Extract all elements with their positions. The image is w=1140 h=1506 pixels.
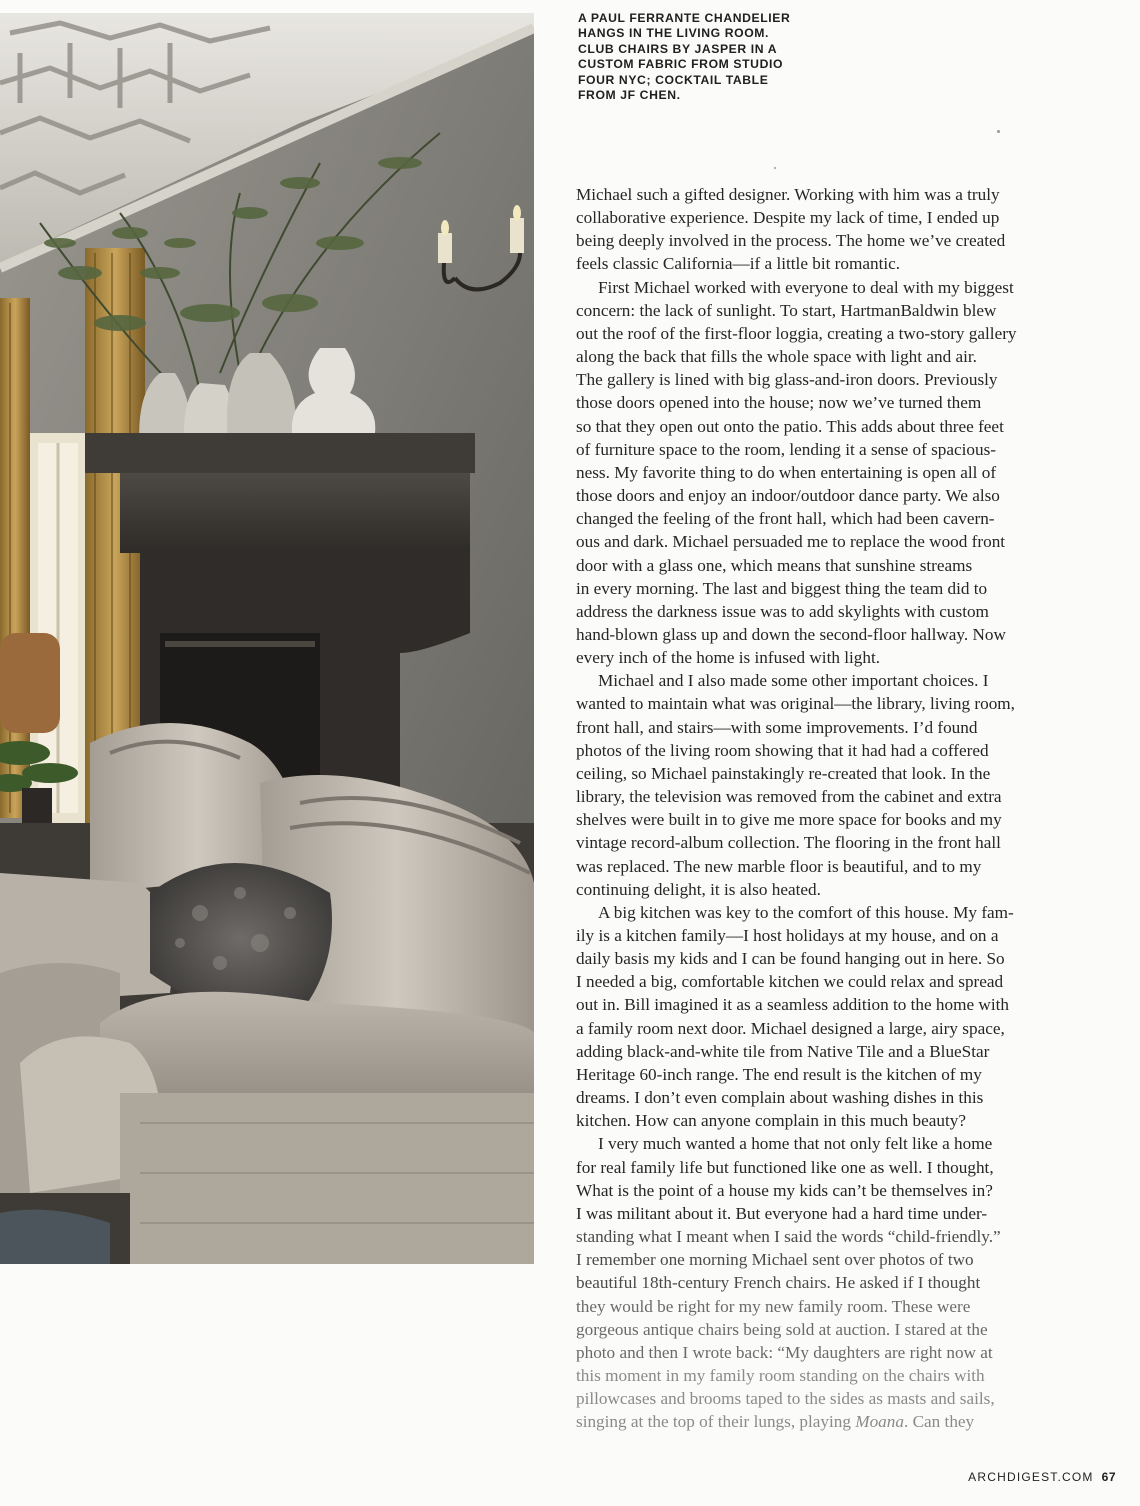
article-line: they would be right for my new family room. These were (576, 1296, 971, 1316)
article-line: those doors and enjoy an indoor/outdoor dance party. We also (576, 486, 1000, 506)
article-line: kitchen. How can anyone complain in this much beauty? (576, 1111, 966, 1131)
article-line: dreams. I don’t even complain about washing dishes in this (576, 1088, 984, 1108)
article-line: so that they open out onto the patio. This adds about three feet (576, 416, 1004, 436)
article-line: pillowcases and brooms taped to the sides as masts and sails, (576, 1389, 995, 1409)
article-line: for real family life but functioned like one as well. I thought, (576, 1157, 994, 1177)
article-line: ceiling, so Michael painstakingly re-created that look. In the (576, 763, 991, 783)
article-line: daily basis my kids and I can be found hanging out in here. So (576, 949, 1005, 969)
article-line: I needed a big, comfortable kitchen we could relax and spread (576, 972, 1004, 992)
article-line: ous and dark. Michael persuaded me to replace the wood front (576, 532, 1006, 552)
page-folio (968, 1470, 1116, 1484)
article-line: concern: the lack of sunlight. To start, HartmanBaldwin blew (576, 300, 997, 320)
article-line: collaborative experience. Despite my lack of time, I ended up (576, 208, 1000, 228)
article-paragraph (576, 669, 1086, 901)
article-line: address the darkness issue was to add skylights with custom (576, 601, 989, 621)
article-line: a family room next door. Michael designed a large, airy space, (576, 1018, 1005, 1038)
article-line: out in. Bill imagined it as a seamless addition to the home with (576, 995, 1009, 1015)
article-line: Michael and I also made some other important choices. I (598, 671, 989, 691)
article-line: was replaced. The new marble floor is beautiful, and to my (576, 856, 982, 876)
caption-line: CUSTOM FABRIC FROM STUDIO (578, 57, 784, 72)
caption-line: HANGS IN THE LIVING ROOM. (578, 26, 770, 41)
print-speck (774, 167, 776, 169)
article-paragraph (576, 1132, 1086, 1433)
page-number: 67 (1101, 1470, 1116, 1484)
article-line: shelves were built in to give me more space for books and my (576, 810, 1002, 830)
article-line: feels classic California—if a little bit romantic. (576, 254, 901, 274)
article-body (576, 183, 1086, 1433)
site-name: ARCHDIGEST.COM (968, 1470, 1094, 1484)
article-line: being deeply involved in the process. The home we’ve created (576, 231, 1006, 251)
article-line: front hall, and stairs—with some improvements. I’d found (576, 717, 978, 737)
article-line: of furniture space to the room, lending it a sense of spacious- (576, 439, 997, 459)
article-line: changed the feeling of the front hall, which had been cavern- (576, 509, 995, 529)
article-line: this moment in my family room standing on the chairs with (576, 1365, 985, 1385)
article-line: singing at the top of their lungs, playing Moana. Can they (576, 1412, 975, 1432)
article-paragraph (576, 901, 1086, 1133)
caption-line: A PAUL FERRANTE CHANDELIER (578, 11, 791, 25)
article-line: Michael such a gifted designer. Working with him was a truly (576, 185, 1000, 204)
article-line: photos of the living room showing that it had had a coffered (576, 740, 989, 760)
article-line: standing what I meant when I said the words “child-friendly.” (576, 1227, 1001, 1247)
article-line: those doors opened into the house; now we’ve turned them (576, 393, 982, 413)
article-paragraph (576, 276, 1086, 670)
living-room-photo (0, 13, 534, 1264)
print-speck (997, 130, 1000, 133)
caption-line: FROM JF CHEN. (578, 88, 681, 103)
article-line: hand-blown glass up and down the second-floor hallway. Now (576, 624, 1006, 644)
article-line: gorgeous antique chairs being sold at auction. I stared at the (576, 1319, 988, 1339)
article-line: wanted to maintain what was original—the library, living room, (576, 694, 1015, 714)
article-line: adding black-and-white tile from Native Tile and a BlueStar (576, 1041, 990, 1061)
article-line: I very much wanted a home that not only felt like a home (598, 1134, 993, 1154)
photo-caption (578, 11, 838, 103)
article-line: along the back that fills the whole space with light and air. (576, 347, 977, 367)
article-line: Heritage 60-inch range. The end result is the kitchen of my (576, 1064, 982, 1084)
article-line: in every morning. The last and biggest thing the team did to (576, 578, 988, 598)
article-line: beautiful 18th-century French chairs. He asked if I thought (576, 1273, 981, 1293)
article-line: photo and then I wrote back: “My daughters are right now at (576, 1342, 993, 1362)
article-line: out the roof of the first-floor loggia, creating a two-story gallery (576, 323, 1017, 343)
article-line: The gallery is lined with big glass-and-iron doors. Previously (576, 370, 998, 390)
article-line: A big kitchen was key to the comfort of this house. My fam- (598, 902, 1014, 922)
article-line: door with a glass one, which means that sunshine streams (576, 555, 973, 575)
article-line: What is the point of a house my kids can’t be themselves in? (576, 1180, 993, 1200)
article-paragraph (576, 183, 1086, 276)
article-line: continuing delight, it is also heated. (576, 879, 821, 899)
article-line: vintage record-album collection. The flooring in the front hall (576, 833, 1001, 853)
article-line: every inch of the home is infused with light. (576, 648, 881, 668)
caption-line: FOUR NYC; COCKTAIL TABLE (578, 72, 769, 87)
article-line: First Michael worked with everyone to deal with my biggest (598, 277, 1014, 297)
article-line: ily is a kitchen family—I host holidays at my house, and on a (576, 926, 999, 945)
article-line: ness. My favorite thing to do when entertaining is open all of (576, 462, 997, 482)
article-line: I was militant about it. But everyone had a hard time under- (576, 1203, 988, 1223)
article-line: library, the television was removed from the cabinet and extra (576, 787, 1002, 807)
article-line: I remember one morning Michael sent over photos of two (576, 1250, 974, 1270)
caption-line: CLUB CHAIRS BY JASPER IN A (578, 41, 778, 56)
